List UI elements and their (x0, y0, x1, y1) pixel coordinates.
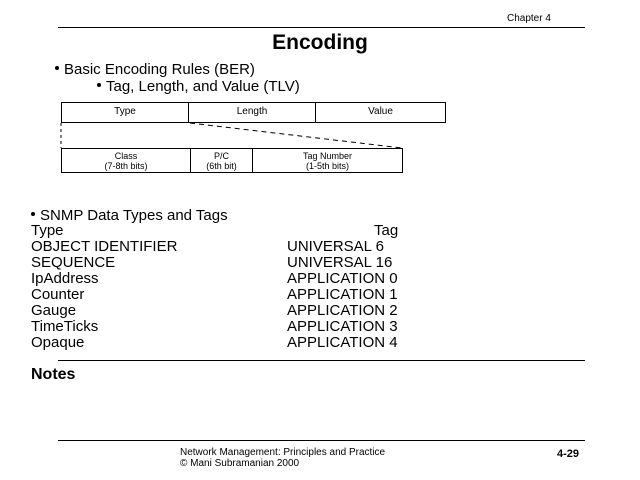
footer-divider (58, 440, 585, 441)
page-title: Encoding (272, 31, 368, 54)
tag-class-bits: (7-8th bits) (104, 161, 148, 171)
table-row (31, 318, 398, 335)
chapter-label: Chapter 4 (507, 13, 551, 24)
table-header-row (31, 222, 399, 239)
footer-copyright: © Mani Subramanian 2000 (180, 458, 300, 469)
row-type: SEQUENCE (31, 254, 116, 271)
expansion-right-line (190, 123, 402, 148)
row-tag: UNIVERSAL 16 (287, 254, 393, 271)
tlv-value-label: Value (368, 106, 393, 117)
row-type: Opaque (31, 334, 85, 351)
row-tag: APPLICATION 0 (287, 270, 398, 287)
row-tag: UNIVERSAL 6 (287, 238, 384, 255)
row-type: OBJECT IDENTIFIER (31, 238, 178, 255)
row-type: IpAddress (31, 270, 99, 287)
tag-number-label: Tag Number (302, 151, 353, 161)
row-tag: APPLICATION 4 (287, 334, 398, 351)
table-row (31, 286, 398, 303)
tlv-type-label: Type (114, 106, 136, 117)
row-type: TimeTicks (31, 318, 99, 335)
table-header-type: Type (31, 222, 64, 239)
tag-class-cell (61, 148, 191, 173)
bullet-tlv-text: Tag, Length, and Value (TLV) (106, 78, 300, 95)
row-tag: APPLICATION 2 (287, 302, 398, 319)
table-row (31, 302, 398, 319)
footer-book-title: Network Management: Principles and Practice (180, 447, 386, 458)
bullet-snmp-text: SNMP Data Types and Tags (40, 207, 228, 224)
row-type: Counter (31, 286, 85, 303)
tag-class-label: Class (114, 151, 138, 161)
page-number: 4-29 (557, 448, 580, 460)
table-row (31, 254, 393, 271)
notes-heading: Notes (31, 366, 76, 383)
tlv-length-label: Length (236, 106, 268, 117)
table-header-tag: Tag (374, 222, 399, 239)
footer-credit (180, 447, 385, 469)
table-row (31, 238, 384, 255)
tag-pc-cell (190, 148, 253, 173)
tag-number-cell (252, 148, 403, 173)
notes-divider (58, 360, 585, 361)
table-row (31, 334, 398, 351)
bullet-dot-icon (31, 212, 35, 216)
row-tag: APPLICATION 3 (287, 318, 398, 335)
tag-pc-bits: (6th bit) (206, 161, 237, 171)
row-tag: APPLICATION 1 (287, 286, 398, 303)
tag-pc-label: P/C (213, 151, 229, 161)
table-row (31, 270, 398, 287)
tag-number-bits: (1-5th bits) (305, 161, 349, 171)
row-type: Gauge (31, 302, 77, 319)
bullet-ber-text: Basic Encoding Rules (BER) (64, 61, 255, 78)
